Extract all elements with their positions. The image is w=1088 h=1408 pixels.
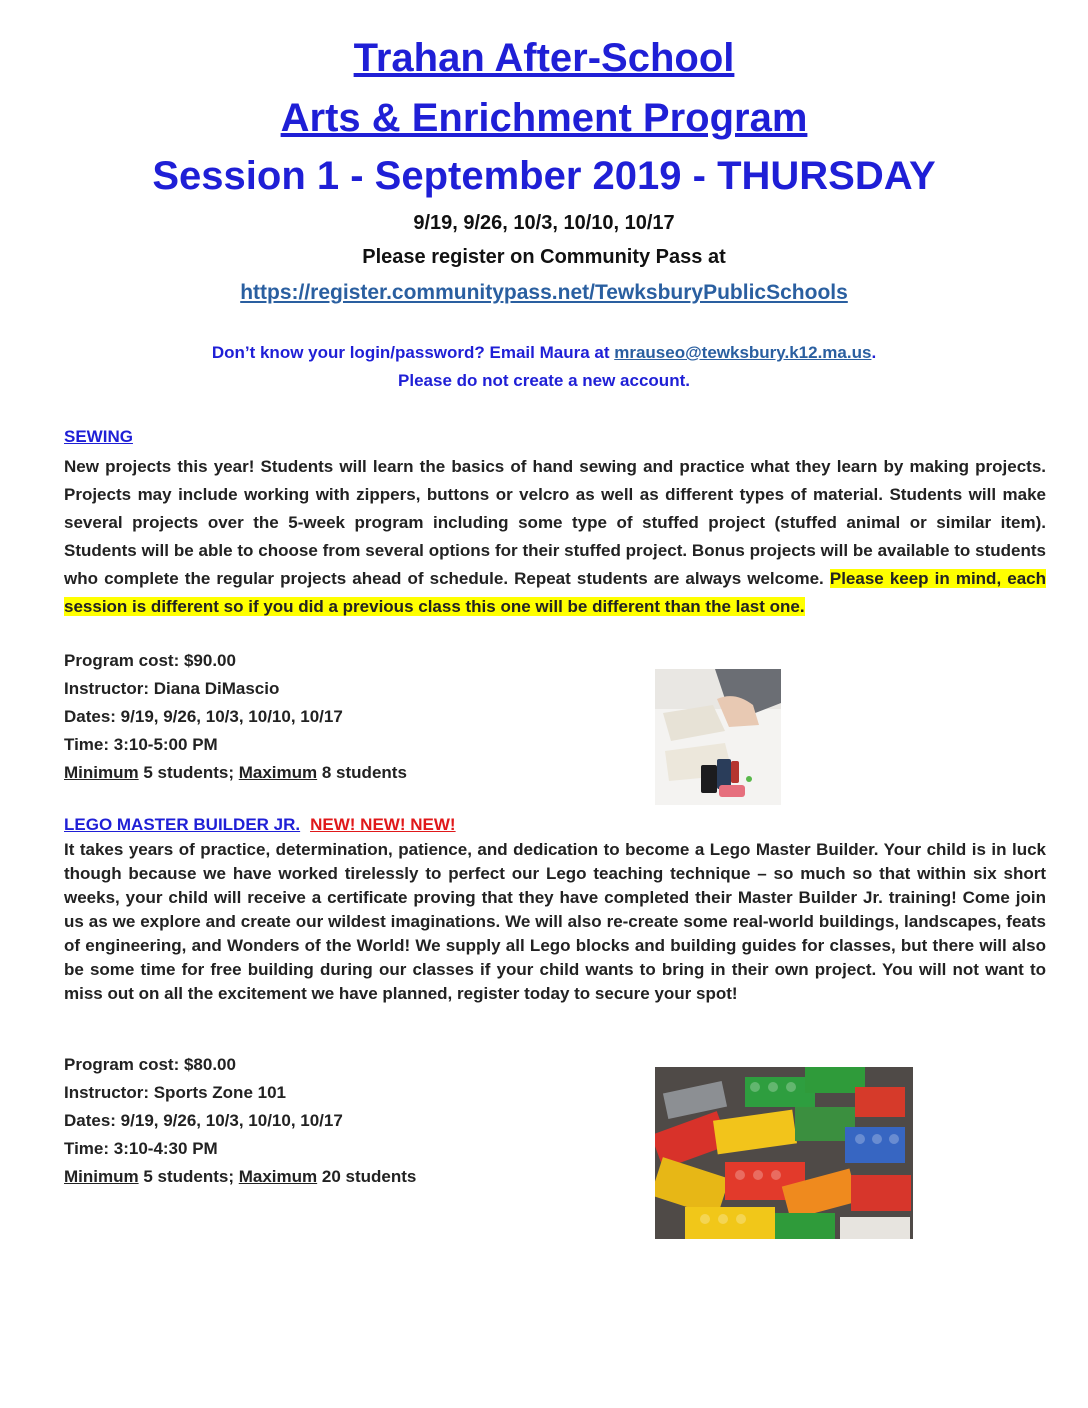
lego-bricks-photo <box>655 1067 913 1239</box>
sewing-enrollment <box>64 763 407 783</box>
sewing-description <box>64 453 1046 621</box>
sewing-heading: SEWING <box>64 427 133 446</box>
lego-max-label: Maximum <box>238 1167 318 1186</box>
new-badge: NEW! NEW! NEW! <box>310 815 456 834</box>
title-line-1: Trahan After-School <box>353 36 735 80</box>
sewing-description-text: New projects this year! Students will learn the basics of hand sewing and practice what they learn by making projects. Projects may include working with zippers, buttons or velcro as well as different types of material. Students will make several projects over the 5-week program including some type of stuffed project (stuffed animal or similar item). Students will be able to choose from several options for their stuffed project. Bonus projects will be available to students who complete the regular projects ahead of schedule. Repeat students are always welcome. <box>64 457 1046 588</box>
lego-max-text: 20 students <box>317 1167 417 1186</box>
lego-heading-line <box>64 815 456 835</box>
sewing-min-text: 5 students; <box>138 763 239 782</box>
session-title: Session 1 - September 2019 - THURSDAY <box>152 154 936 198</box>
lego-time: Time: 3:10-4:30 PM <box>64 1139 218 1158</box>
login-help-text: Don’t know your login/password? Email Maura at <box>211 343 615 362</box>
lego-description: It takes years of practice, determination, patience, and dedication to become a Lego Master Builder. Your child is in luck though because we have worked tirelessly to perfect our Lego teaching technique – so much so that within six short weeks, your child will receive a certificate proving that they have completed their Master Builder Jr. training! Come join us as we explore and create our wildest imaginations. We will also re-create some real-world buildings, landscapes, feats of engineering, and Wonders of the World! We supply all Lego blocks and building guides for classes, but there will also be some time for free building during our classes if your child wants to bring in their own project. You will not want to miss out on all the excitement we have planned, register today to secure your spot! <box>64 840 1046 1003</box>
sewing-dates: Dates: 9/19, 9/26, 10/3, 10/10, 10/17 <box>64 707 343 726</box>
sewing-instructor: Instructor: Diana DiMascio <box>64 679 280 698</box>
lego-instructor: Instructor: Sports Zone 101 <box>64 1083 286 1102</box>
login-help-line <box>0 343 1088 363</box>
sewing-highlight-note: Please keep in mind, each session is different so if you did a previous class this one will be different than the last one. <box>64 569 1046 616</box>
sewing-cost: Program cost: $90.00 <box>64 651 236 670</box>
lego-min-text: 5 students; <box>138 1167 239 1186</box>
sewing-time: Time: 3:10-5:00 PM <box>64 735 218 754</box>
sewing-min-label: Minimum <box>64 763 139 782</box>
sewing-max-label: Maximum <box>238 763 318 782</box>
register-link[interactable]: https://register.communitypass.net/TewksburyPublicSchools <box>240 281 848 304</box>
title-line-2: Arts & Enrichment Program <box>280 96 808 140</box>
lego-heading: LEGO MASTER BUILDER JR. <box>64 815 301 834</box>
lego-cost: Program cost: $80.00 <box>64 1055 236 1074</box>
session-dates: 9/19, 9/26, 10/3, 10/10, 10/17 <box>413 212 675 234</box>
sewing-max-text: 8 students <box>317 763 407 782</box>
lego-min-label: Minimum <box>64 1167 139 1186</box>
register-instruction: Please register on Community Pass at <box>362 246 726 268</box>
no-new-account-note: Please do not create a new account. <box>398 371 690 390</box>
email-link[interactable]: mrauseo@tewksbury.k12.ma.us <box>614 343 872 362</box>
lego-dates: Dates: 9/19, 9/26, 10/3, 10/10, 10/17 <box>64 1111 343 1130</box>
lego-enrollment <box>64 1167 416 1187</box>
sewing-photo <box>655 669 781 805</box>
login-help-suffix: . <box>871 343 877 362</box>
